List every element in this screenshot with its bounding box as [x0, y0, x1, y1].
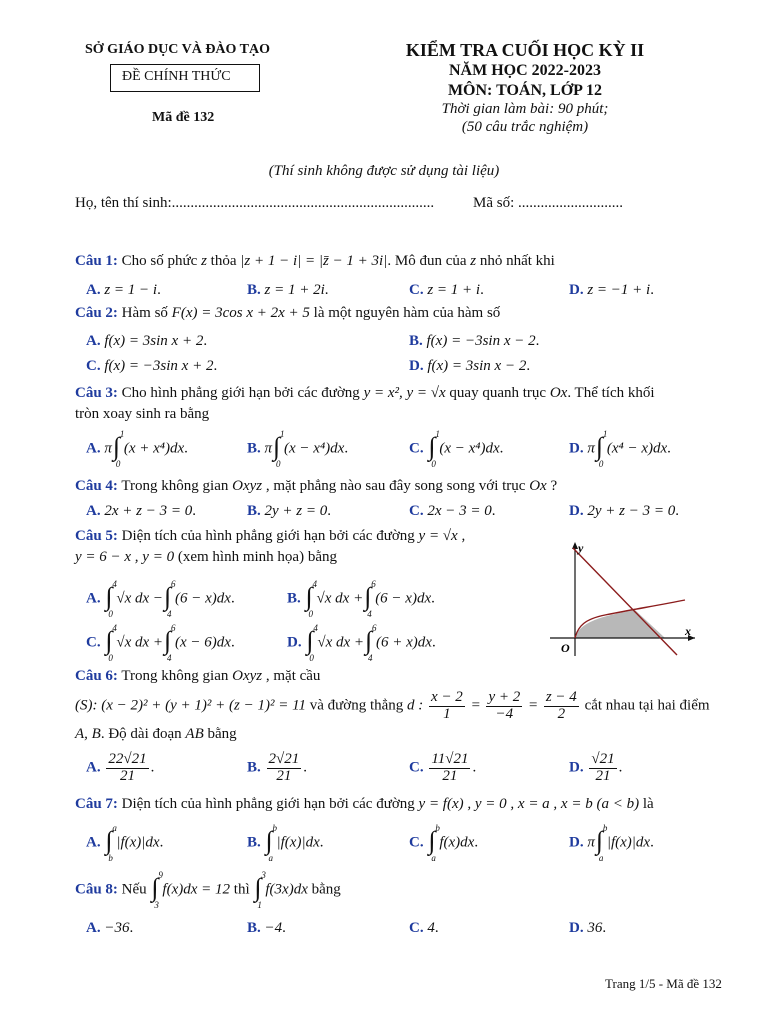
question-1: Câu 1: Cho số phức z thỏa |z + 1 − i| = |z̄ − 1 + 3i|. Mô đun của z nhỏ nhất khi [75, 253, 555, 269]
question-3-line2: tròn xoay sinh ra bằng [75, 406, 210, 422]
official-label: ĐỀ CHÍNH THỨC [122, 69, 231, 84]
q5-option-c[interactable]: C. ∫ 4 0 √x dx + ∫ 6 4 (x − 6)dx. [86, 623, 235, 663]
candidate-name-line: Họ, tên thí sinh:...................................................................... [75, 195, 435, 211]
subject: MÔN: TOÁN, LỚP 12 [447, 82, 603, 99]
q1-option-a[interactable]: A. z = 1 − i. [86, 282, 161, 298]
q8-option-d[interactable]: D. 36. [569, 920, 607, 936]
q6-option-c[interactable]: C. $\frac{11√21}{21}$ . [409, 751, 477, 784]
q8-option-a[interactable]: A. −36. [86, 920, 134, 936]
exam-title: KIỂM TRA CUỐI HỌC KỲ II [405, 40, 645, 60]
q7-option-b[interactable]: B. ∫ b a |f(x)|dx. [247, 823, 324, 863]
q1-option-b[interactable]: B. z = 1 + 2i. [247, 282, 329, 298]
q8-option-c[interactable]: C. 4. [409, 920, 439, 936]
q5-option-a[interactable]: A. ∫ 4 0 √x dx − ∫ 6 4 (6 − x)dx. [86, 579, 235, 619]
q6-option-a[interactable]: A. $\frac{22√21}{21}$ . [86, 751, 155, 784]
q4-option-b[interactable]: B. 2y + z = 0. [247, 503, 332, 519]
q4-option-a[interactable]: A. 2x + z − 3 = 0. [86, 503, 196, 519]
q7-option-d[interactable]: D. π ∫ b a |f(x)|dx. [569, 823, 654, 863]
department: SỞ GIÁO DỤC VÀ ĐÀO TẠO [85, 42, 271, 57]
question-5-line2: y = 6 − x , y = 0 (xem hình minh họa) bằng [75, 549, 337, 565]
q3-option-b[interactable]: B. π ∫ 1 0 (x − x⁴)dx. [247, 429, 349, 469]
shaded-region [575, 610, 665, 638]
q3-option-c[interactable]: C. ∫ 1 0 (x − x⁴)dx. [409, 429, 504, 469]
q7-option-a[interactable]: A. ∫ a b |f(x)|dx. [86, 823, 164, 863]
question-5: Câu 5: Diện tích của hình phẳng giới hạn bởi các đường y = √x , [75, 528, 466, 544]
question-2: Câu 2: Hàm số F(x) = 3cos x + 2x + 5 là một nguyên hàm của hàm số [75, 305, 501, 321]
question-3: Câu 3: Cho hình phẳng giới hạn bởi các đường y = x², y = √x quay quanh trục Ox. Thể tích khối [75, 385, 655, 401]
q2-option-a[interactable]: A. f(x) = 3sin x + 2. [86, 333, 208, 349]
school-year: NĂM HỌC 2022-2023 [449, 62, 601, 79]
x-axis-label: x [685, 624, 691, 638]
page-footer: Trang 1/5 - Mã đề 132 [605, 976, 722, 991]
candidate-id-line: Mã số: ............................ [473, 195, 623, 211]
q3-option-d[interactable]: D. π ∫ 1 0 (x⁴ − x)dx. [569, 429, 671, 469]
q6-option-d[interactable]: D. $\frac{√21}{21}$ . [569, 751, 623, 784]
q8-option-b[interactable]: B. −4. [247, 920, 286, 936]
question-6-line2: (S): (x − 2)² + (y + 1)² + (z − 1)² = 11 và đường thẳng d : $\frac{x - 2}{1}$ = $\frac{y + 2}{-4}$ = $\frac{z - 4}{2}$ cắt nhau tại hai điểm [75, 689, 710, 722]
q5-option-d[interactable]: D. ∫ 4 0 √x dx + ∫ 6 4 (6 + x)dx. [287, 623, 436, 663]
time-limit: Thời gian làm bài: 90 phút; [441, 101, 609, 117]
line-6-minus-x [573, 548, 677, 655]
q5-option-b[interactable]: B. ∫ 4 0 √x dx + ∫ 6 4 (6 − x)dx. [287, 579, 435, 619]
question-4: Câu 4: Trong không gian Oxyz , mặt phẳng nào sau đây song song với trục Ox ? [75, 478, 558, 494]
question-count: (50 câu trắc nghiệm) [461, 119, 589, 135]
exam-note: (Thí sinh không được sử dụng tài liệu) [268, 163, 500, 179]
q2-option-c[interactable]: C. f(x) = −3sin x + 2. [86, 358, 218, 374]
origin-label: O [561, 641, 570, 655]
q3-option-a[interactable]: A. π ∫ 1 0 (x + x⁴)dx. [86, 429, 188, 469]
q7-option-c[interactable]: C. ∫ b a f(x)dx. [409, 823, 479, 863]
q1-option-d[interactable]: D. z = −1 + i. [569, 282, 654, 298]
question-8: Câu 8: Nếu ∫ 9 3 f(x)dx = 12 thì ∫ 3 1 f(3x)dx bằng [75, 870, 341, 910]
q2-option-b[interactable]: B. f(x) = −3sin x − 2. [409, 333, 540, 349]
y-axis-label: y [578, 541, 584, 555]
question-7: Câu 7: Diện tích của hình phẳng giới hạn bởi các đường y = f(x) , y = 0 , x = a , x = b (a < b) là [75, 796, 654, 812]
q4-option-d[interactable]: D. 2y + z − 3 = 0. [569, 503, 679, 519]
q5-graph [545, 538, 700, 658]
q4-option-c[interactable]: C. 2x − 3 = 0. [409, 503, 496, 519]
question-label: Câu 1: [75, 253, 118, 269]
question-6-line3: A, B. Độ dài đoạn AB bằng [75, 726, 237, 742]
exam-code: Mã đề 132 [152, 110, 215, 125]
q6-option-b[interactable]: B. $\frac{2√21}{21}$ . [247, 751, 307, 784]
q1-option-c[interactable]: C. z = 1 + i. [409, 282, 484, 298]
question-6: Câu 6: Trong không gian Oxyz , mặt cầu [75, 668, 321, 684]
q2-option-d[interactable]: D. f(x) = 3sin x − 2. [409, 358, 531, 374]
